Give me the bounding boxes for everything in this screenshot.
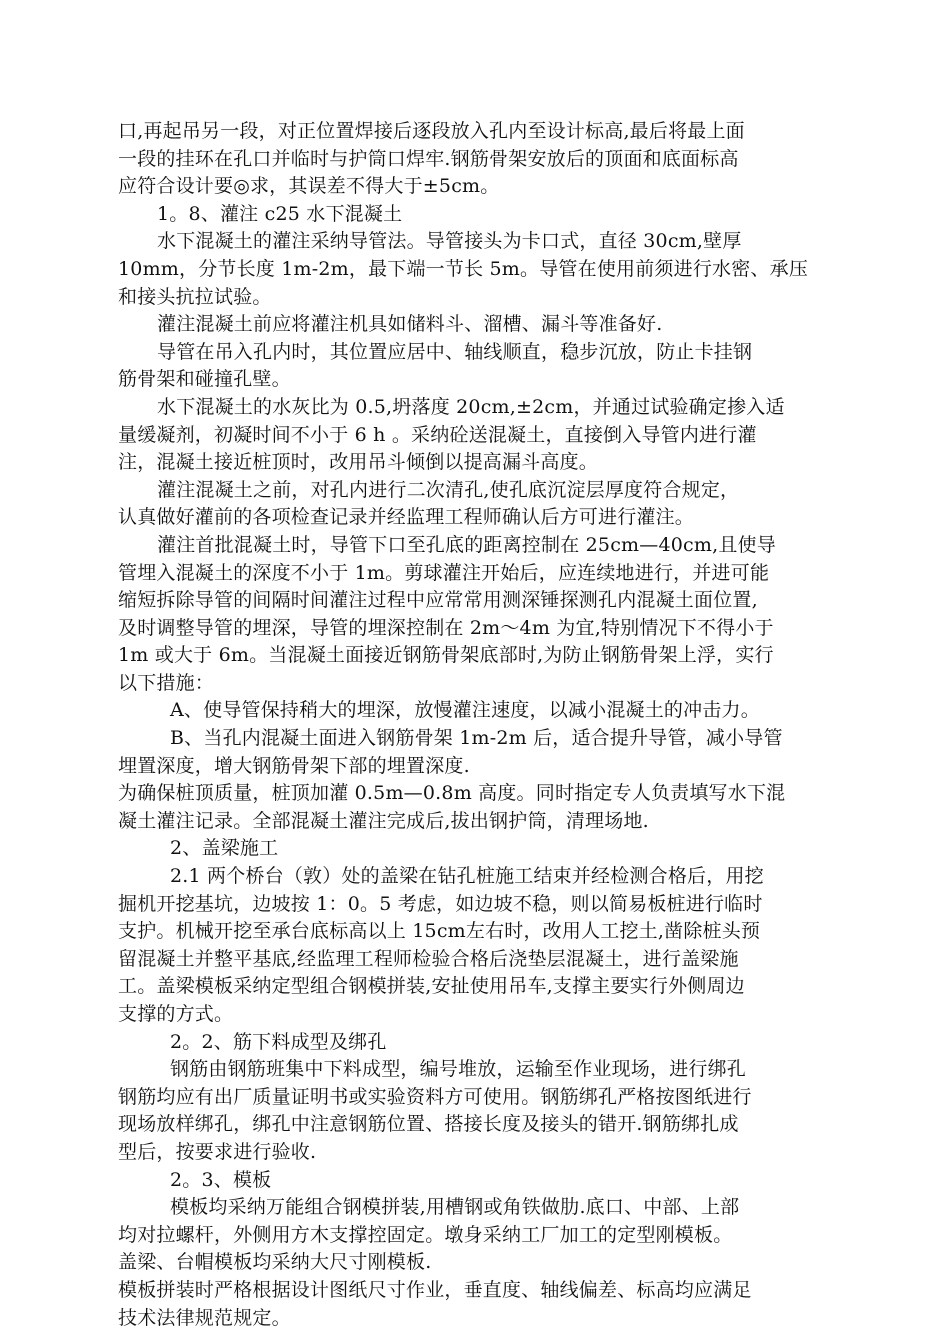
text-line: 应符合设计要◎求，其误差不得大于±5cm。 bbox=[118, 175, 500, 198]
text-line: 2.1 两个桥台（敦）处的盖梁在钻孔桩施工结束并经检测合格后，用挖 bbox=[170, 865, 764, 888]
text-line: 工。盖梁模板采纳定型组合钢模拼装,安扯使用吊车,支撑主要实行外侧周边 bbox=[118, 975, 745, 998]
text-line: 钢筋均应有出厂质量证明书或实验资料方可使用。钢筋绑孔严格按图纸进行 bbox=[118, 1085, 752, 1108]
text-line: 技术法律规范规定。 bbox=[118, 1306, 291, 1329]
text-line: 10mm，分节长度 1m-2m，最下端一节长 5m。导管在使用前须进行水密、承压 bbox=[118, 257, 809, 280]
text-line: 凝土灌注记录。全部混凝土灌注完成后,拔出钢护筒，清理场地. bbox=[118, 809, 649, 832]
text-line: 认真做好灌前的各项检查记录并经监理工程师确认后方可进行灌注。 bbox=[118, 506, 695, 529]
text-line: 掘机开挖基坑，边坡按 1：0。5 考虑，如边坡不稳，则以简易板桩进行临时 bbox=[118, 892, 763, 915]
text-line: 支护。机械开挖至承台底标高以上 15cm左右时，改用人工挖土,凿除桩头预 bbox=[118, 920, 761, 943]
text-line: 以下措施： bbox=[118, 671, 215, 694]
text-line: 筋骨架和碰撞孔壁。 bbox=[118, 368, 291, 391]
text-line: 钢筋由钢筋班集中下料成型，编号堆放，运输至作业现场，进行绑孔 bbox=[170, 1058, 747, 1081]
text-line: 2、盖梁施工 bbox=[170, 837, 279, 860]
text-line: 2。3、模板 bbox=[170, 1168, 272, 1191]
text-line: 注，混凝土接近桩顶时，改用吊斗倾倒以提高漏斗高度。 bbox=[118, 451, 599, 474]
text-line: 灌注首批混凝土时，导管下口至孔底的距离控制在 25cm—40cm,且使导 bbox=[157, 533, 776, 556]
text-line: B、当孔内混凝土面进入钢筋骨架 1m-2m 后，适合提升导管，减小导管 bbox=[170, 727, 783, 750]
text-line: 及时调整导管的埋深，导管的埋深控制在 2m～4m 为宜,特别情况下不得小于 bbox=[118, 616, 774, 639]
text-line: 灌注混凝土之前，对孔内进行二次清孔,使孔底沉淀层厚度符合规定， bbox=[157, 478, 740, 501]
text-line: 水下混凝土的灌注采纳导管法。导管接头为卡口式，直径 30cm,壁厚 bbox=[157, 230, 742, 253]
text-line: 灌注混凝土前应将灌注机具如储料斗、溜槽、漏斗等准备好. bbox=[157, 313, 663, 336]
text-line: 口,再起吊另一段，对正位置焊接后逐段放入孔内至设计标高,最后将最上面 bbox=[118, 120, 745, 142]
text-line: 盖梁、台帽模板均采纳大尺寸刚模板. bbox=[118, 1251, 432, 1274]
text-line: 1m 或大于 6m。当混凝土面接近钢筋骨架底部时,为防止钢筋骨架上浮，实行 bbox=[118, 644, 774, 667]
text-line: 型后，按要求进行验收. bbox=[118, 1140, 317, 1163]
text-line: 留混凝土并整平基底,经监理工程师检验合格后浇垫层混凝土，进行盖梁施 bbox=[118, 947, 739, 970]
text-line: 均对拉螺杆，外侧用方木支撑控固定。墩身采纳工厂加工的定型刚模板。 bbox=[118, 1223, 733, 1246]
text-line: A、使导管保持稍大的埋深，放慢灌注速度，以减小混凝土的冲击力。 bbox=[170, 699, 760, 722]
text-line: 导管在吊入孔内时，其位置应居中、轴线顺直，稳步沉放，防止卡挂钢 bbox=[157, 340, 753, 363]
text-line: 一段的挂环在孔口并临时与护筒口焊牢.钢筋骨架安放后的顶面和底面标高 bbox=[118, 147, 739, 170]
document-body bbox=[118, 118, 868, 1332]
text-line: 模板拼装时严格根据设计图纸尺寸作业，垂直度、轴线偏差、标高均应满足 bbox=[118, 1278, 752, 1301]
text-line: 模板均采纳万能组合钢模拼装,用槽钢或角铁做肋.底口、中部、上部 bbox=[170, 1196, 740, 1219]
text-line: 为确保桩顶质量，桩顶加灌 0.5m—0.8m 高度。同时指定专人负责填写水下混 bbox=[118, 782, 786, 805]
text-line: 量缓凝剂，初凝时间不小于 6 h 。采纳砼送混凝土，直接倒入导管内进行灌 bbox=[118, 423, 757, 446]
text-line: 和接头抗拉试验。 bbox=[118, 285, 272, 308]
text-line: 支撑的方式。 bbox=[118, 1003, 234, 1025]
text-line: 缩短拆除导管的间隔时间灌注过程中应常常用测深锤探测孔内混凝土面位置, bbox=[118, 589, 758, 612]
text-line: 1。8、灌注 c25 水下混凝土 bbox=[157, 202, 403, 225]
text-line: 埋置深度，增大钢筋骨架下部的埋置深度. bbox=[118, 754, 470, 777]
text-line: 2。2、筋下料成型及绑孔 bbox=[170, 1030, 387, 1053]
text-line: 水下混凝土的水灰比为 0.5,坍落度 20cm,±2cm，并通过试验确定掺入适 bbox=[157, 395, 785, 418]
text-line: 管埋入混凝土的深度不小于 1m。剪球灌注开始后，应连续地进行，并进可能 bbox=[118, 561, 770, 584]
text-line: 现场放样绑孔，绑孔中注意钢筋位置、搭接长度及接头的错开.钢筋绑扎成 bbox=[118, 1113, 739, 1136]
